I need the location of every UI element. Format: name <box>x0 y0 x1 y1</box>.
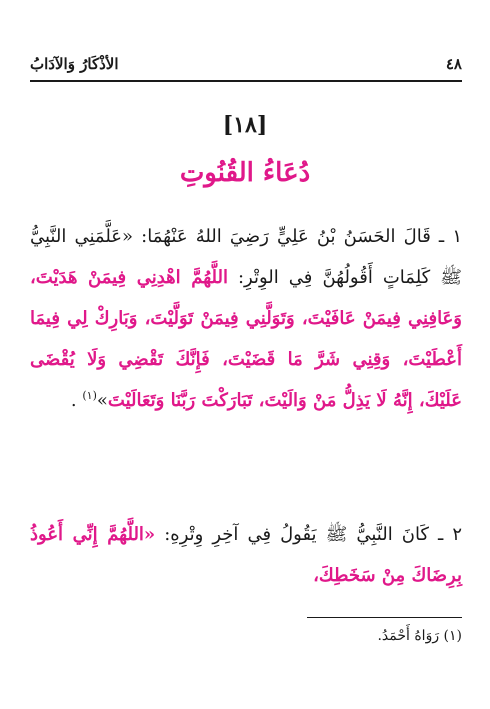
paragraph-2-intro: ٢ ـ كَانَ النَّبِيُّ ﷺ يَقُولُ فِي آخِرِ وِتْرِهِ: <box>155 524 462 545</box>
paragraph-1-intro: ١ ـ قَالَ الحَسَنُ بْنُ عَلِيٍّ رَضِيَ اللهُ عَنْهُمَا: «عَلَّمَنِي النَّبِيُّ ﷺ كَلِمَاتٍ أَقُولُهُنَّ فِي الوِتْرِ: <box>30 226 462 288</box>
footnote-marker: (١) <box>82 389 97 402</box>
paragraph-1-close: » <box>96 390 108 411</box>
paragraph-1 <box>30 216 462 421</box>
paragraph-2 <box>30 514 462 596</box>
section-title: دُعَاءُ القُنُوتِ <box>179 158 311 188</box>
page-number: ٤٨ <box>445 55 462 73</box>
paragraph-1-dua: اللَّهُمَّ اهْدِنِي فِيمَنْ هَدَيْتَ، وَعَافِنِي فِيمَنْ عَافَيْتَ، وَتَوَلَّنِي فِيمَنْ تَوَلَّيْتَ، وَبَارِكْ لِي فِيمَا أَعْطَيْتَ، وَقِنِي شَرَّ مَا قَضَيْتَ، فَإِنَّكَ تَقْضِي وَلَا يُقْضَى عَلَيْكَ، إِنَّهُ لَا يَذِلُّ مَنْ وَالَيْتَ، تَبَارَكْتَ رَبَّنَا وَتَعَالَيْتَ <box>30 267 462 411</box>
section-number: [١٨] <box>222 112 268 138</box>
paragraph-1-end: . <box>70 390 83 411</box>
paragraph-2-dua: «اللَّهُمَّ إِنِّي أَعُوذُ بِرِضَاكَ مِنْ سَخَطِكَ، <box>30 524 462 586</box>
running-title: الأذْكَارُ وَالآدَابُ <box>30 55 119 73</box>
footnote-rule <box>307 617 462 618</box>
page-header <box>30 52 462 76</box>
header-rule <box>30 80 462 82</box>
footnote: (١) رَوَاهُ أَحْمَدُ. <box>377 628 462 644</box>
